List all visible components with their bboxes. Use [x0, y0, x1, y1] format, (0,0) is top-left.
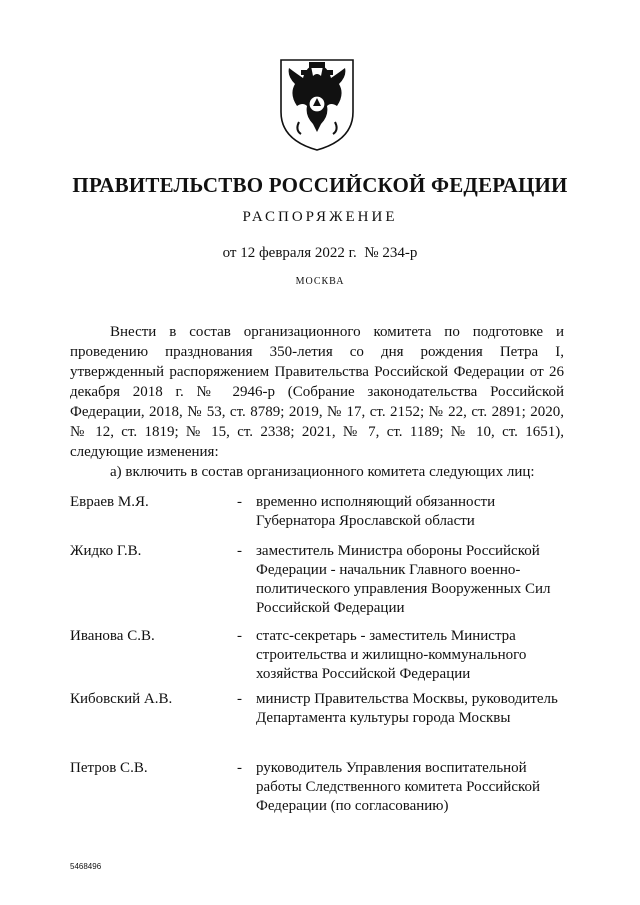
- person-role: заместитель Министра обороны Российской Федерации - начальник Главного военно-политического управления Вооруженных Сил Российской Федерации: [256, 543, 551, 616]
- person-entry: [70, 759, 564, 816]
- person-entry: [70, 627, 564, 684]
- intro-paragraph: Внести в состав организационного комитета по подготовке и проведению празднования 350-летия со дня рождения Петра I, утвержденный распоряжением Правительства Российской Федерации от 26 декабря 2018 г. № 2946-р (Собрание законодательства Российской Федерации, 2018, № 53, ст. 8789; 2019, № 17, ст. 2152; № 22, ст. 2891; 2020, № 12, ст. 1819; № 15, ст. 2338; 2021, № 7, ст. 1189; № 10, ст. 1651), следующие изменения:: [70, 324, 564, 460]
- person-dash: -: [237, 628, 242, 644]
- government-title: ПРАВИТЕЛЬСТВО РОССИЙСКОЙ ФЕДЕРАЦИИ: [72, 173, 568, 197]
- person-name: Иванова С.В.: [70, 628, 155, 644]
- person-role: министр Правительства Москвы, руководитель Департамента культуры города Москвы: [256, 691, 558, 726]
- person-name: Евраев М.Я.: [70, 494, 149, 510]
- coat-of-arms-icon: [275, 54, 359, 154]
- document-city: МОСКВА: [295, 276, 345, 287]
- person-entry: [70, 690, 564, 728]
- person-dash: -: [237, 543, 242, 559]
- person-entry: [70, 493, 564, 531]
- person-role: руководитель Управления воспитательной работы Следственного комитета Российской Федерации (по согласованию): [256, 760, 541, 814]
- person-entry: [70, 542, 564, 618]
- person-name: Жидко Г.В.: [70, 543, 142, 559]
- person-role: статс-секретарь - заместитель Министра строительства и жилищно-коммунального хозяйства Российской Федерации: [256, 628, 527, 682]
- document-body: [70, 322, 564, 482]
- person-name: Петров С.В.: [70, 760, 148, 776]
- document-date-number: от 12 февраля 2022 г. № 234-р: [222, 245, 418, 261]
- document-code: 5468496: [70, 862, 102, 871]
- person-dash: -: [237, 494, 242, 510]
- person-name: Кибовский А.В.: [70, 691, 173, 707]
- item-a-paragraph: а) включить в состав организационного комитета следующих лиц:: [110, 464, 535, 480]
- person-dash: -: [237, 691, 242, 707]
- person-dash: -: [237, 760, 242, 776]
- document-type: РАСПОРЯЖЕНИЕ: [242, 209, 398, 225]
- person-role: временно исполняющий обязанности Губернатора Ярославской области: [256, 494, 496, 529]
